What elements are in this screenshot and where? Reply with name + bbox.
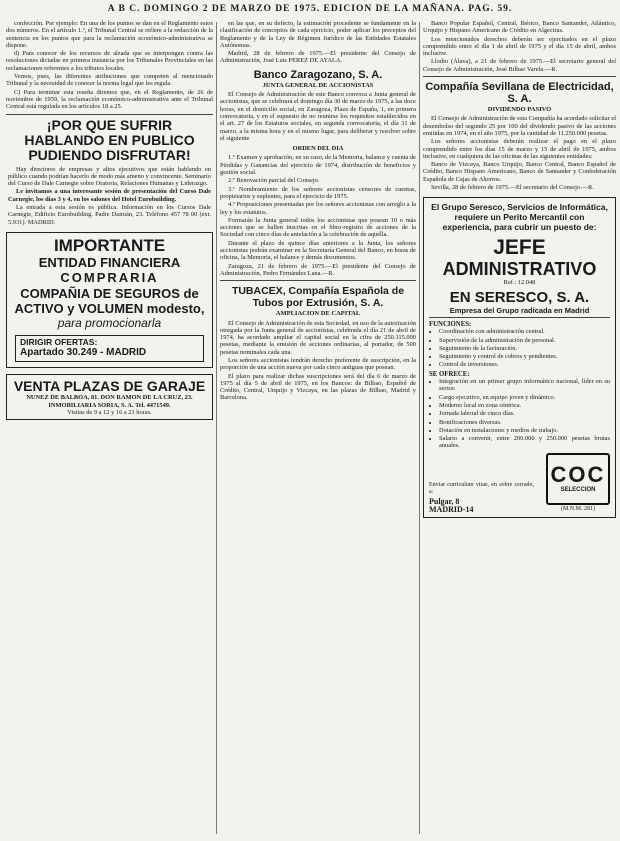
ad-heading: para promocionarla — [57, 315, 162, 330]
article-paragraph: en las que, en su defecto, la estimación procedente se fundamente en la clasificación de conceptos de cada ejercicio, poder aplicar los preceptos del Reglamento y de la Ley de Régimen Jurídico de las Entidades Estatales Autónomas. — [220, 20, 416, 49]
notice-title: Banco Zaragozano, S. A. — [253, 68, 383, 81]
ad-send-info — [429, 482, 534, 513]
ad-heading: COMPRARIA — [60, 269, 159, 285]
column-divider — [216, 22, 217, 834]
article-signature: Llodio (Álava), a 21 de febrero de 1975.—El secretario general del Consejo de Administración, José Bilbao Varela.—R. — [423, 58, 616, 73]
ad-send-text: Enviar curriculum vitae, en sobre cerrado, a: — [429, 481, 534, 496]
ad-contact: La entrada a esta sesión es pública. Información en los Cursos Dale Carnegie, Edificio Eurobuilding. Padre Damián, 23. Teléfono 457 78 00 (ext. 5.931). MADRID. — [8, 204, 211, 226]
ad-contact-label: DIRIGIR OFERTAS: — [20, 336, 98, 347]
notice-paragraph: El Consejo de Administración de esta Compañía ha acordado solicitar el desembolso del segundo 25 por 100 del dividendo pasivo de las acciones emitidas en 1974, en el año 1975, por la cantidad de 11.250.000 pesetas. — [423, 115, 616, 137]
column-left — [6, 20, 213, 836]
notice-paragraph: Formarán la Junta general todos los accionistas que posean 10 o más acciones que se hallen inscritas en el libro-registro de acciones de la Sociedad con cinco días de antelación a la celebración de aquélla. — [220, 216, 416, 239]
list-item: • Control de inversiones. — [439, 361, 610, 368]
list-item: • Dotación en instalaciones y medios de trabajo. — [439, 427, 610, 434]
ad-functions-list — [429, 328, 610, 368]
notice-paragraph: Banco de Vizcaya, Banco Urquijo, Banco Central, Banco Español de Crédito, Banco Hispano Americano, Banco de Santander y Confederación Española de Cajas de Ahorros. — [423, 161, 616, 183]
page-header: A B C. DOMINGO 2 DE MARZO DE 1975. EDICION DE LA MAÑANA. PAG. 59. — [107, 4, 513, 14]
ad-heading: VENTA PLAZAS DE GARAJE — [13, 378, 206, 395]
notice-paragraph: El plazo para realizar dichas suscripciones será del día 6 de marzo de 1975 al día 5 de abril de 1975, en los Bancos: de Bilbao, Español de Crédito, Central, Urquijo y Vizcaya, en las plazas de Bilbao, Madrid y Barcelona. — [220, 372, 416, 402]
coc-logo-subtitle: SELECCION — [560, 487, 596, 494]
divider — [423, 76, 616, 77]
ad-address: MADRID-14 — [429, 504, 474, 514]
list-item: • Supervisión de la administración de personal. — [439, 337, 610, 344]
notice-title: Compañía Sevillana de Electricidad, S. A. — [425, 81, 614, 106]
list-item: • Jornada laboral de cinco días. — [439, 410, 610, 417]
list-item: • Salario a convenir, entre 200.000 y 250.000 pesetas brutas anuales. — [439, 435, 610, 450]
article-paragraph: Vemos, pues, las diferentes atribuciones que competen al mencionado Tribunal y la necesidad de conocer la norma legal que les regula. — [6, 73, 213, 88]
ad-garaje — [6, 374, 213, 420]
ad-hours: Visitas de 9 a 12 y 16 a 21 horas. — [67, 409, 152, 417]
article-paragraph: d) Para conocer de los recursos de alzada que se interpongan contra las resoluciones dictadas en primera instancia por los Tribunales Provinciales en las reclamaciones referentes a los tributos locales. — [6, 50, 213, 72]
notice-signature: Zaragoza, 21 de febrero de 1975.—El presidente del Consejo de Administración, Pedro Fernández Lana.—R. — [220, 262, 416, 277]
article-paragraph: Banco Popular Español, Central, Ibérico, Banco Santander, Atlántico, Urquijo y Hispano Americano de Crédito en Algeciras. — [423, 20, 616, 35]
column-right — [423, 20, 616, 836]
ad-offer-list — [429, 378, 610, 450]
coc-logo-text: COC — [550, 462, 606, 488]
ad-offer-heading: SE OFRECE: — [429, 370, 470, 378]
article-paragraph: C) Para terminar esta reseña diremos que, en el Reglamento, de 26 de noviembre de 1959, la reclamación económico-administrativa ante el Tribunal Central está regulada en los artículos 18 a 25. — [6, 88, 213, 111]
notice-paragraph: Los señores accionistas tendrán derecho preferente de suscripción, en la proporción de una acción nueva por cada cinco antiguas que posean. — [220, 356, 416, 372]
notice-signature: Sevilla, 28 de febrero de 1975.—El secretario del Consejo.—R. — [431, 184, 594, 192]
ad-seresco — [423, 197, 616, 518]
ad-heading: IMPORTANTE — [53, 235, 166, 255]
ad-company: EN SERESCO, S. A. — [449, 288, 590, 306]
ad-title: ¡POR QUE SUFRIR HABLANDO EN PUBLICO PUDIENDO DISFRUTAR! — [24, 116, 195, 163]
list-item: • Moderno local en zona céntrica. — [439, 402, 610, 409]
ad-address: Pulgar, 8 — [429, 497, 460, 507]
list-item: • Cargo ejecutivo, en equipo joven y dinámico. — [439, 394, 610, 401]
list-item: • Coordinación con administración central. — [439, 328, 610, 335]
ad-intro: El Grupo Seresco, Servicios de Informática, requiere un Perito Mercantil con experiencia, para cubrir un puesto de: — [431, 202, 608, 233]
ad-address: NUNEZ DE BALBOA, 81. DON RAMON DE LA CRUZ, 23. — [26, 394, 193, 402]
notice-subtitle: AMPLIACION DE CAPITAL — [275, 310, 361, 318]
ad-heading: ENTIDAD FINANCIERA — [38, 254, 181, 270]
ad-footer — [429, 453, 610, 513]
list-item: • Integración en un primer grupo informático nacional, líder en su sector. — [439, 378, 610, 393]
ad-functions-heading: FUNCIONES: — [429, 320, 472, 328]
ad-company: INMOBILIARIA SORIA, S. A. Tel. 4471549. — [48, 401, 171, 409]
agenda-item: 3.º Nombramiento de los señores accionistas censores de cuentas, propietarios y suplentes, para el ejercicio de 1975. — [220, 185, 416, 200]
ad-contact-address: Apartado 30.249 - MADRID — [20, 347, 147, 359]
ad-company-sub: Empresa del Grupo radicada en Madrid — [449, 305, 590, 315]
ad-position: JEFE — [493, 236, 546, 260]
ad-heading: COMPAÑIA DE SEGUROS de ACTIVO y VOLUMEN modesto, — [14, 285, 205, 316]
notice-subtitle: DIVIDENDO PASIVO — [487, 106, 552, 114]
ad-ref: Ref.: 12.048 — [503, 279, 536, 287]
notice-title: TUBACEX, Compañía Española de Tubos por Extrusión, S. A. — [231, 285, 405, 310]
coc-logo — [546, 453, 610, 505]
column-middle — [220, 20, 416, 836]
list-item: • Seguimiento de la facturación. — [439, 345, 610, 352]
divider — [220, 280, 416, 281]
notice-paragraph: Los señores accionistas deberán realizar el pago en el plazo comprendido entre los días 15 de marzo y 15 de abril de 1975, ambos inclusive, en cualquiera de las oficinas de las siguientes entidades: — [423, 138, 616, 160]
agenda-item: 1.º Examen y aprobación, en su caso, de la Memoria, balance y cuenta de Pérdidas y Ganancias del ejercicio de 1974, distribución de beneficios y gestión social. — [220, 154, 416, 177]
ad-contact-box — [15, 335, 204, 363]
notice-paragraph: El Consejo de Administración de este Banco convoca a Junta general de accionistas, que se celebrará el domingo día 30 de marzo de 1975, a las doce horas, en el domicilio social, en Zaragoza, Plaza de España, 1, en primera convocatoria, y en el supuesto de no reunirse los requisitos establecidos en el art. 27 de los Estatutos sociales, en segunda convocatoria, el día 31 de marzo, a la misma hora y en el mismo lugar, para deliberar y resolver sobre el siguiente — [220, 91, 416, 142]
divider — [429, 317, 610, 318]
agenda-title: ORDEN DEL DIA — [292, 145, 344, 153]
ad-logo-block — [546, 453, 610, 513]
list-item: • Seguimiento y control de cobros y pendientes. — [439, 353, 610, 360]
agenda-item: 4.º Proposiciones presentadas por los señores accionistas con arreglo a la ley y los estatutos. — [220, 201, 416, 216]
article-signature: Madrid, 28 de febrero de 1975.—El presidente del Consejo de Administración, José Luis PEREZ DE AYALA. — [220, 50, 416, 65]
ad-body: Hay directores de empresas y altos ejecutivos que están hablando en público cuando podrían hacerlo de modo más ameno y convincente. Seminario del Curso de Dale Carnegie sobre Oratoria, Relaciones Humanas y Liderazgo. — [8, 165, 211, 188]
agenda-item: 2.º Renovación parcial del Consejo. — [228, 177, 320, 185]
ad-body: Le invitamos a una interesante sesión de presentación del Curso Dale Carnegie, los días 3 y 4, en los salones del Hotel Eurobuilding. — [8, 188, 211, 203]
article-paragraph: Los mencionados derechos deberán ser ejercitados en el plazo comprendido entre el día 1 de abril de 1975 y el día 15 de abril, ambos inclusive. — [423, 35, 616, 58]
ad-position: ADMINISTRATIVO — [442, 259, 597, 280]
ad-ref: (M.N.M. 281) — [561, 505, 595, 512]
article-paragraph: confección. Por ejemplo: En una de los puntos se dan en el Reglamento estos dos números. En el artículo 1.º, el Tribunal Central se refiere a la redacción de la sentencia en los puntos que para la reclamación económico-administrativa se dispone. — [6, 20, 213, 49]
notice-subtitle: JUNTA GENERAL DE ACCIONISTAS — [262, 81, 374, 89]
divider — [6, 114, 213, 115]
ad-financiera — [6, 232, 213, 369]
notice-paragraph: Durante el plazo de quince días anteriores a la Junta, los señores accionistas podrán examinar en la Secretaría General del Banco, en horas de oficina, la Memoria, el balance y demás documentos. — [220, 239, 416, 262]
list-item: • Bonificaciones diversas. — [439, 419, 610, 426]
column-divider — [419, 22, 420, 834]
notice-paragraph: El Consejo de Administración de esta Sociedad, en uso de la autorización otorgada por la Junta general de accionistas, celebrada el día 21 de abril de 1974, ha acordado ampliar el capital social en la cifra de 250.115.000 pesetas, mediante la emisión de acciones ordinarias, al portador, de 500 pesetas nominales cada una. — [220, 319, 416, 356]
ad-dale-carnegie — [6, 118, 213, 226]
